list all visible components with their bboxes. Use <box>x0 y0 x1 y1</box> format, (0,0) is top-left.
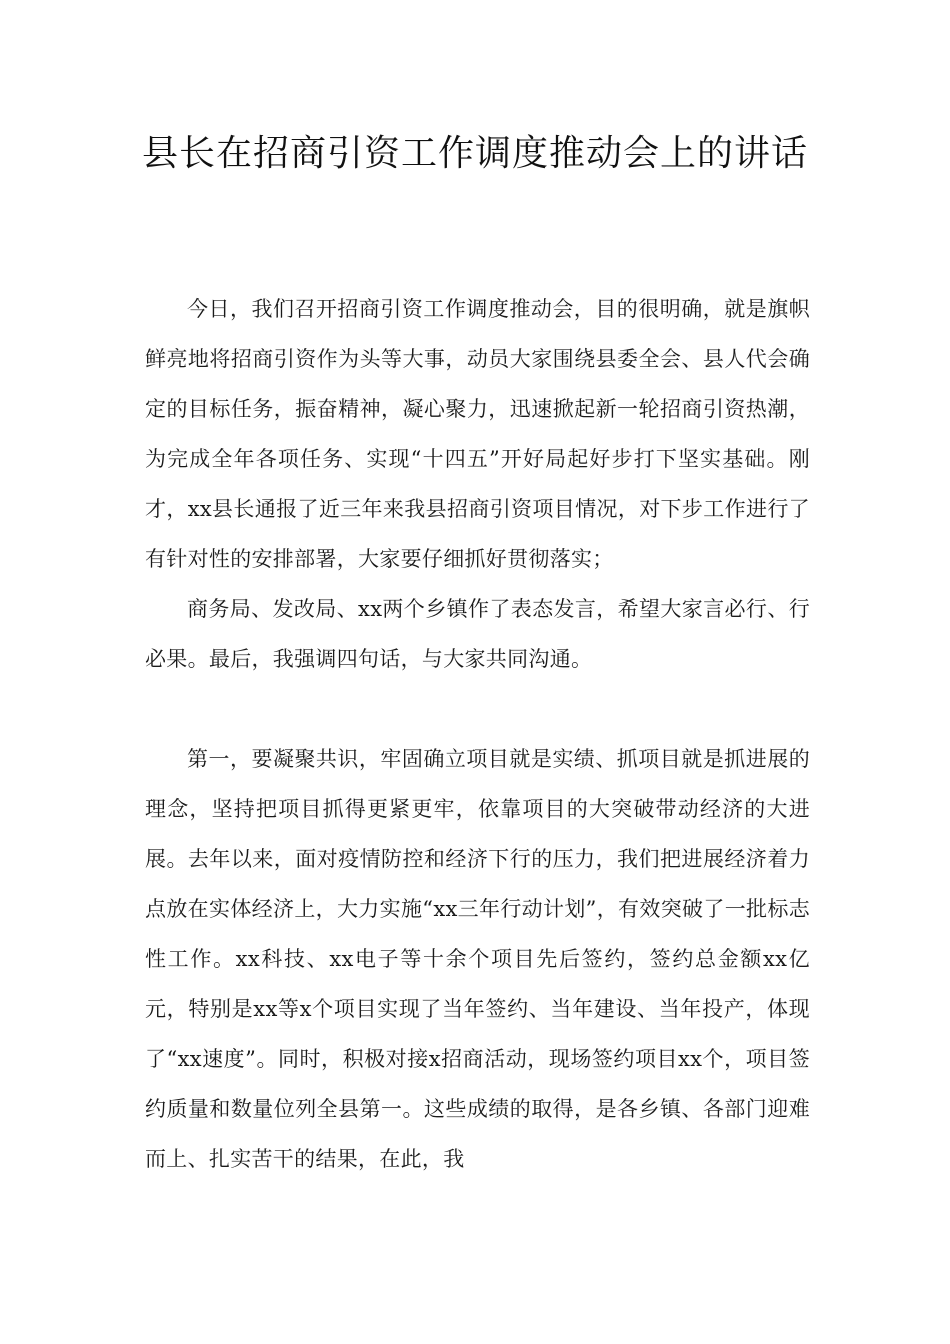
paragraph-spacer <box>145 684 810 734</box>
document-title: 县长在招商引资工作调度推动会上的讲话 <box>141 133 808 174</box>
paragraph-statements: 商务局、发改局、xx两个乡镇作了表态发言，希望大家言必行、行必果。最后，我强调四句话，与大家共同沟通。 <box>145 597 810 671</box>
paragraph-first-point: 第一，要凝聚共识，牢固确立项目就是实绩、抓项目就是抓进展的理念，坚持把项目抓得更紧更牢，依靠项目的大突破带动经济的大进展。去年以来，面对疫情防控和经济下行的压力，我们把进展经济着力点放在实体经济上，大力实施“xx三年行动计划”，有效突破了一批标志性工作。xx科技、xx电子等十余个项目先后签约，签约总金额xx亿元，特别是xx等x个项目实现了当年签约、当年建设、当年投产，体现了“xx速度”。同时，积极对接x招商活动，现场签约项目xx个，项目签约质量和数量位列全县第一。这些成绩的取得，是各乡镇、各部门迎难而上、扎实苦干的结果，在此，我 <box>145 747 810 1171</box>
paragraph-opening: 今日，我们召开招商引资工作调度推动会，目的很明确，就是旗帜鲜亮地将招商引资作为头等大事，动员大家围绕县委全会、县人代会确定的目标任务，振奋精神，凝心聚力，迅速掀起新一轮招商引资热潮，为完成全年各项任务、实现“十四五”开好局起好步打下坚实基础。刚才，xx县长通报了近三年来我县招商引资项目情况，对下步工作进行了有针对性的安排部署，大家要仔细抓好贯彻落实； <box>145 297 810 571</box>
document-body <box>145 284 810 1184</box>
